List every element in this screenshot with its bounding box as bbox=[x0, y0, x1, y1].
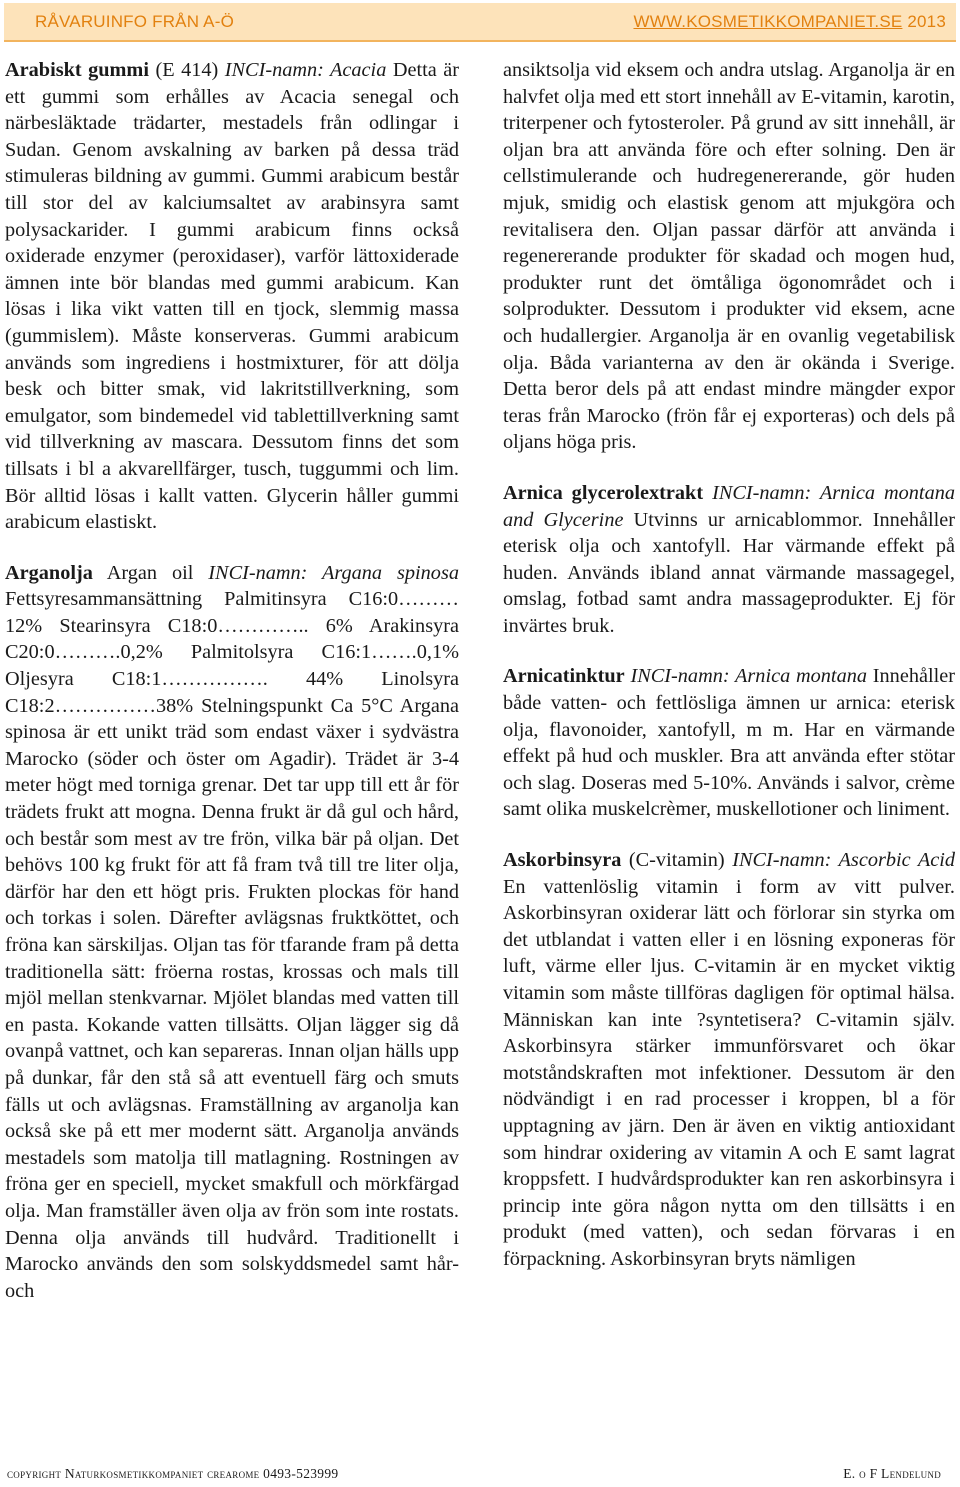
header-year: 2013 bbox=[907, 12, 946, 31]
entry-body: Innehåller både vatten- och fettlösliga ämnen ur arnica: eterisk olja, flavonoider, xantofyll, m m. Har en värmande effekt på hud och muskler. Bra att använda efter stötar och slag. Doseras med 5-10%. Används i salvor, crème samt olika muskelcrèmer, muskellotioner och liniment. bbox=[503, 665, 955, 821]
entry-arnicatinktur bbox=[503, 663, 955, 823]
right-column bbox=[503, 57, 955, 1273]
footer-copyright: copyright Naturkosmetikkompaniet crearome 0493-523999 bbox=[7, 1466, 339, 1481]
entry-body: Fettsyresammansättning Palmitinsyra C16:0………12% Stearinsyra C18:0………….. 6% Arakinsyra C20:0……….0,2% Palmitolsyra C16:1…….0,1% Oljesyra C18:1……………. 44% Linolsyra C18:2……………38% Stelningspunkt Ca 5°C Argana spinosa är ett unikt träd som endast växer i sydvästra Marocko (söder och öster om Agadir). Trädet är 3-4 meter högt med torniga grenar. Det tar upp till ett år för trädets frukt att mogna. Denna frukt är då gul och hård, och består som mest av tre frön, vilka bär på oljan. Det behövs 100 kg frukt för att få fram två till tre liter olja, därför har den ett högt pris. Frukten plockas för hand och torkas i solen. Därefter avlägsnas fruktköttet, och fröna kan särskiljas. Oljan tas för tfarande fram på detta traditionella sätt: fröerna rostas, krossas och mals till mjöl mellan stenkvarnar. Mjölet blandas med vatten till en pasta. Kokande vatten tillsätts. Oljan lägger sig då ovanpå vattnet, och kan separeras. Innan oljan hälls upp på dunkar, får den stå så att eventuell färg och smuts fälls ut och avlägsnas. Framställning av arganolja kan också ske på ett mer modernt sätt. Arganolja används mestadels som matolja till matlagning. Rostningen av fröna ger en speciell, mycket smakfull och mörkfärgad olja. Man framställer även olja av frön som inte rostats. Denna olja används till hudvård. Traditionellt i Marocko används den som solskyddsmedel samt hår- och bbox=[5, 588, 459, 1302]
entry-inci: INCI-namn: Arnica montana bbox=[630, 665, 867, 688]
header-url[interactable]: WWW.KOSMETIKKOMPANIET.SE bbox=[633, 12, 903, 31]
page-header bbox=[4, 3, 956, 42]
entry-arganolja bbox=[5, 560, 459, 1305]
header-title: RÅVARUINFO FRÅN A-Ö bbox=[35, 12, 235, 31]
left-column bbox=[5, 57, 459, 1304]
entry-pre: (E 414) bbox=[148, 59, 225, 81]
entry-body: ansiktsolja vid eksem och andra utslag. Arganolja är en halvfet olja med ett stort innehåll av E-vitamin, karotin, triterpener och fytosteroler. På grund av sitt innehåll, är oljan bra att använda före och efter solning. Den är cellstimulerande och hudregenererande, gör huden mjuk, smidig och elastisk genom att mjukgöra och revitalisera den. Oljan passar därför att använda i regenererande produkter för skadad och mogen hud, produkter runt det ömtåliga ögonområdet och i solprodukter. Dessutom i produkter vid eksem, acne och hudallergier. Arganolja är en ovanlig vegetabilisk olja. Båda varianterna av den är okända i Sverige. Detta beror dels på att endast mindre mängder expor teras från Marocko (frön får ej exporteras) och dels på oljans höga pris. bbox=[503, 59, 955, 454]
entry-term: Arganolja bbox=[5, 561, 93, 584]
header-right bbox=[633, 12, 946, 32]
entry-body: Utvinns ur arnicablommor. Innehåller eterisk olja och xantofyll. Har värmande effekt på huden. Används ibland annat värmande massagegel, omslag, fotbad samt andra massageprodukter. Ej för invärtes bruk. bbox=[503, 508, 955, 637]
entry-body: Detta är ett gummi som erhålles av Acacia senegal och närbesläktade trädarter, mestadels från odlingar i Sudan. Genom avskalning av barken på dessa träd stimuleras bildning av gummi. Gummi arabicum består till stor del av kalciumsaltet av arabinsyra samt polysackarider. I gummi arabicum finns också oxiderade enzymer (peroxidaser), varför lättoxiderade ämnen inte bör blandas med gummi arabicum. Kan lösas i lika vikt vatten till en tjock, slemmig massa (gummislem). Måste konserveras. Gummi arabicum används som ingrediens i hostmixturer, för att dölja besk och bitter smak, vid lakritstillverkning, som emulgator, som bindemedel vid tablettillverkning samt vid tillverkning av mascara. Dessutom finns det som tillsats i bl a akvarellfärger, tusch, tuggummi och lim. Bör alltid lösas i kallt vatten. Glycerin håller gummi arabicum elastiskt. bbox=[5, 59, 459, 534]
entry-inci: INCI-namn: Acacia bbox=[224, 59, 387, 81]
entry-term: Arnicatinktur bbox=[503, 665, 625, 688]
entry-term: Arnica glycerolextrakt bbox=[503, 481, 704, 504]
entry-term: Askorbinsyra bbox=[503, 849, 622, 872]
entry-pre: Argan oil bbox=[92, 561, 209, 584]
entry-arganolja-continued bbox=[503, 57, 955, 456]
entry-arabiskt-gummi bbox=[5, 57, 459, 536]
footer-author: E. o F Lendelund bbox=[843, 1466, 941, 1481]
entry-body: En vattenlöslig vitamin i form av vitt pulver. Askorbinsyran oxiderar lätt och förlorar sin styrka om det utblandat i vatten eller i en lösning exponeras för luft, värme eller ljus. C-vitamin är en mycket viktig vitamin som måste tillföras dagligen för optimal hälsa. Människan kan inte ?syntetisera? C-vitamin själv. Askorbinsyra stärker immunförsvaret och ökar motståndskraften mot infektioner. Dessutom är den nödvändigt i en rad processer i kroppen, bl a för upptagning av järn. Den är även en viktig antioxidant som hindrar oxidering av vitamin A och E samt lagrat kroppsfett. I hudvårdsprodukter kan ren askorbinsyra i princip inte göra någon nytta om den tillsätts i en produkt (med vatten), och sedan förvaras i en förpackning. Askorbinsyran bryts nämligen bbox=[503, 875, 955, 1270]
entry-pre bbox=[703, 482, 712, 504]
entry-term: Arabiskt gummi bbox=[5, 59, 149, 81]
entry-askorbinsyra bbox=[503, 847, 955, 1273]
entry-inci: INCI-namn: Arnica montana and Glycerine bbox=[503, 481, 955, 531]
entry-inci: INCI-namn: Ascorbic Acid bbox=[732, 849, 955, 872]
entry-pre: (C-vitamin) bbox=[621, 849, 733, 872]
entry-inci: INCI-namn: Argana spinosa bbox=[208, 561, 459, 584]
entry-arnica-glycerolextrakt bbox=[503, 480, 955, 640]
